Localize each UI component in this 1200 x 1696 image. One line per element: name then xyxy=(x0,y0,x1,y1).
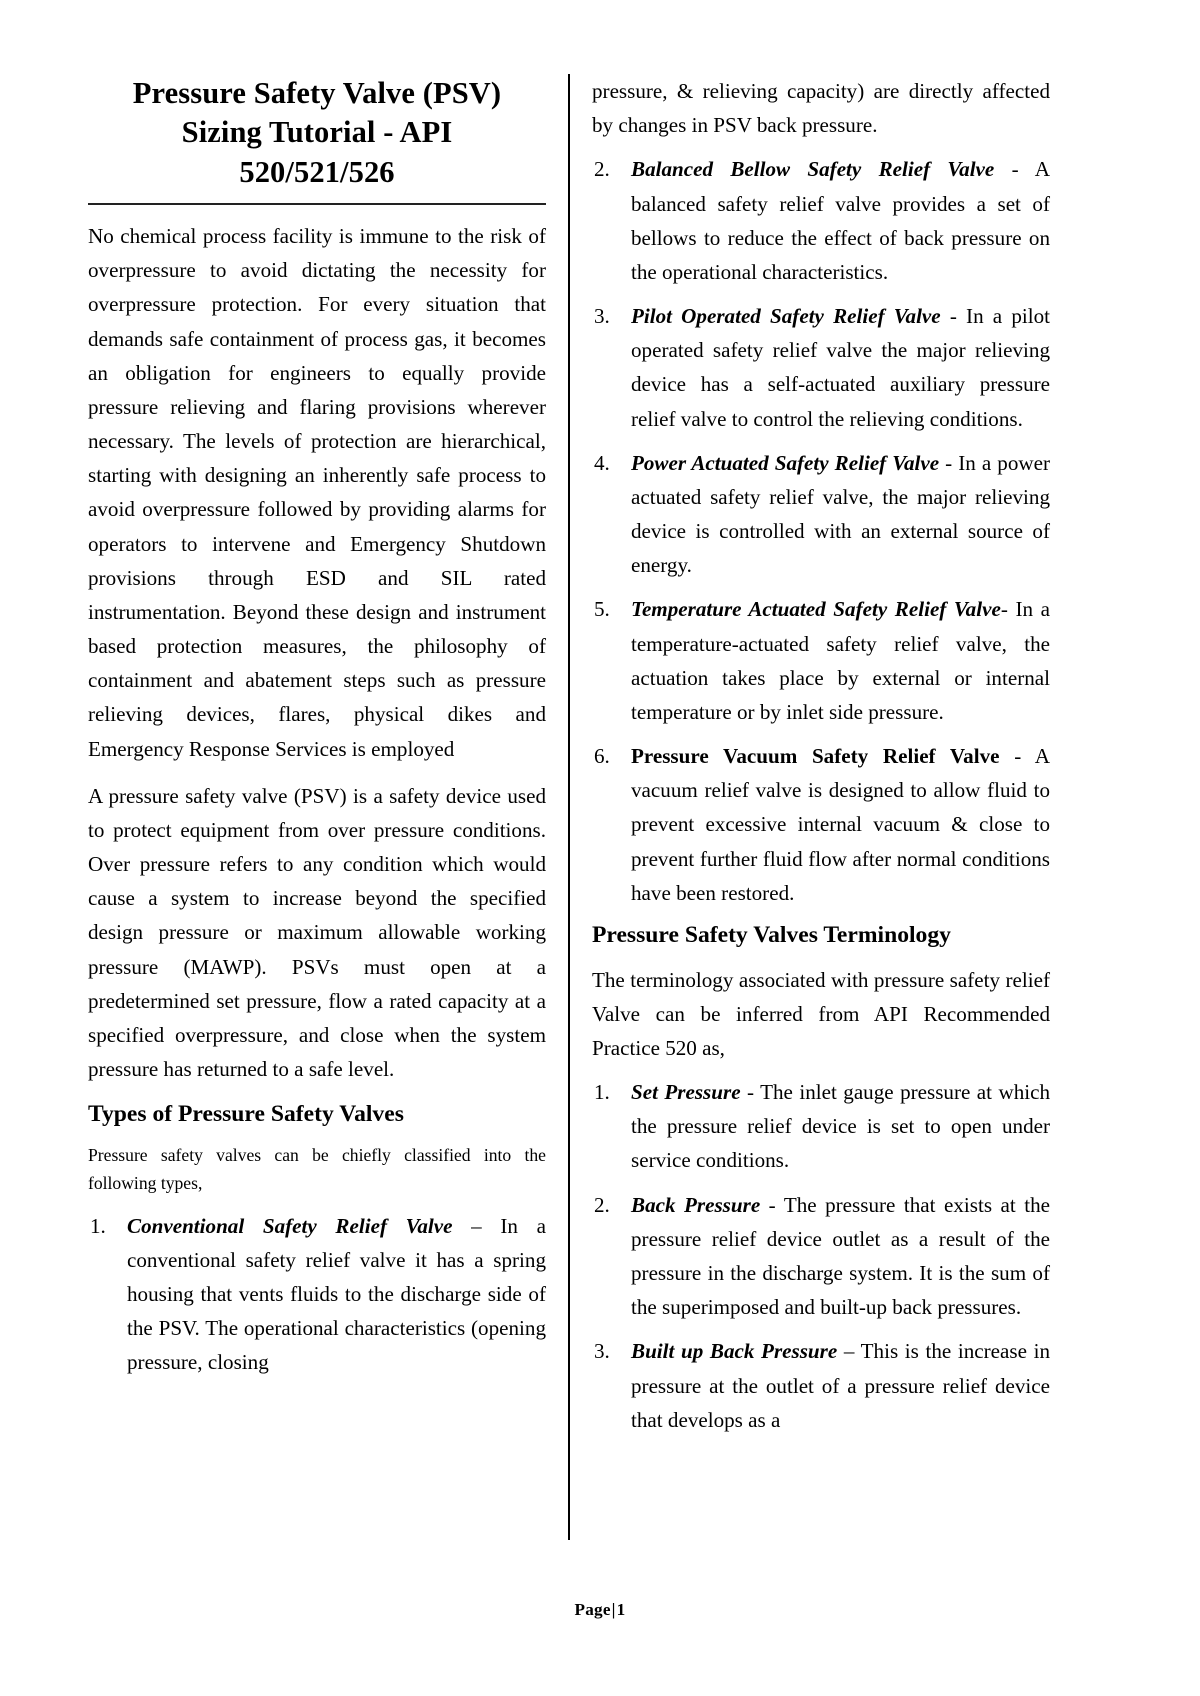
footer-label: Page xyxy=(574,1600,611,1619)
list-item-term: Balanced Bellow Safety Relief Valve xyxy=(631,157,995,182)
list-item-text: In a temperature-actuated safety relief valve, the actuation takes place by external or internal temperature or by inlet side pressure. xyxy=(631,597,1050,724)
types-list-left xyxy=(88,1209,546,1380)
list-item xyxy=(592,299,1050,436)
terminology-list xyxy=(592,1075,1050,1437)
list-item-text: In a conventional safety relief valve it has a spring housing that vents fluids to the discharge side of the PSV. The operational characteristics (opening pressure, closing xyxy=(127,1213,547,1375)
section-heading-types: Types of Pressure Safety Valves xyxy=(88,1101,404,1128)
footer-separator: | xyxy=(611,1600,616,1619)
list-item-text: A balanced safety relief valve provides a set of bellows to reduce the effect of back pressure on the operational characteristics. xyxy=(631,157,1050,284)
list-item-term: Back Pressure xyxy=(631,1192,761,1217)
column-divider-line xyxy=(568,74,570,1540)
list-item xyxy=(592,152,1050,289)
list-item-dash: - xyxy=(940,304,967,329)
list-item-dash: – xyxy=(452,1213,501,1238)
page-footer xyxy=(0,1600,1200,1620)
list-item-text: A vacuum relief valve is designed to allow fluid to prevent excessive internal vacuum & close to prevent further fluid flow after normal conditions have been restored. xyxy=(631,744,1050,905)
list-item-text: In a pilot operated safety relief valve the major relieving device has a self-actuated auxiliary pressure relief valve to control the relieving conditions. xyxy=(631,304,1050,431)
list-item xyxy=(592,446,1050,583)
terminology-intro-paragraph: The terminology associated with pressure safety relief Valve can be inferred from API Recommended Practice 520 as, xyxy=(592,967,1050,1060)
list-item-term: Temperature Actuated Safety Relief Valve xyxy=(631,597,1001,622)
list-item-dash: - xyxy=(939,450,959,475)
continuation-paragraph: pressure, & relieving capacity) are directly affected by changes in PSV back pressure. xyxy=(592,79,1050,138)
list-item xyxy=(88,1209,546,1380)
intro-paragraph-1: No chemical process facility is immune to the risk of overpressure to avoid dictating the necessity for overpressure protection. For every situation that demands safe containment of process gas, it becomes an obligation for engineers to equally provide pressure relieving and flaring provisions wherever necessary. The levels of protection are hierarchical, starting with designing an inherently safe process to avoid overpressure followed by providing alarms for operators to intervene and Emergency Shutdown provisions through ESD and SIL rated instrumentation. Beyond these design and instrument based protection measures, the philosophy of containment and abatement steps such as pressure relieving devices, flares, physical dikes and Emergency Response Services is employed xyxy=(88,224,546,761)
list-item-number: 1. xyxy=(594,1080,610,1105)
list-item-term: Power Actuated Safety Relief Valve xyxy=(631,450,940,475)
list-item-term: Pilot Operated Safety Relief Valve xyxy=(631,304,941,329)
list-item-number: 3. xyxy=(594,304,610,329)
intro-paragraph-2: A pressure safety valve (PSV) is a safety device used to protect equipment from over pressure conditions. Over pressure refers to any condition which would cause a system to increase beyond the specified design pressure or maximum allowable working pressure (MAWP). PSVs must open at a predetermined set pressure, flow a rated capacity at a specified overpressure, and close when the system pressure has returned to a safe level. xyxy=(88,783,546,1082)
list-item xyxy=(592,1188,1050,1325)
list-item xyxy=(592,1075,1050,1178)
title-line-3: 520/521/526 xyxy=(239,154,395,189)
list-item-text: The inlet gauge pressure at which the pressure relief device is set to open under service conditions. xyxy=(631,1080,1051,1173)
list-item-number: 4. xyxy=(594,450,610,475)
list-item-text: The pressure that exists at the pressure relief device outlet as a result of the pressure in the discharge system. It is the sum of the superimposed and built-up back pressures. xyxy=(631,1192,1050,1320)
list-item-number: 6. xyxy=(594,744,610,769)
two-column-body xyxy=(88,74,1050,1544)
list-item-text: In a power actuated safety relief valve, the major relieving device is controlled with an external source of energy. xyxy=(631,450,1050,578)
list-item xyxy=(592,592,1050,729)
column-gap xyxy=(546,74,592,1544)
list-item-term: Pressure Vacuum Safety Relief Valve xyxy=(631,744,1000,769)
title-line-1: Pressure Safety Valve (PSV) xyxy=(132,76,502,110)
list-item-text: This is the increase in pressure at the outlet of a pressure relief device that develops as a xyxy=(631,1339,1051,1432)
list-item xyxy=(592,739,1050,910)
types-intro-text: Pressure safety valves can be chiefly classified into the following types, xyxy=(88,1145,546,1193)
list-item-dash: - xyxy=(760,1192,784,1217)
footer-page-number: 1 xyxy=(616,1600,626,1619)
list-item-dash: - xyxy=(1000,597,1016,622)
title-line-2: Sizing Tutorial - API xyxy=(181,115,453,150)
section-heading-terminology: Pressure Safety Valves Terminology xyxy=(592,921,951,948)
list-item-number: 3. xyxy=(594,1339,610,1364)
list-item-number: 2. xyxy=(594,157,610,182)
title-divider-rule xyxy=(88,203,546,205)
left-column xyxy=(88,74,546,1379)
types-list-right xyxy=(592,152,1050,910)
list-item-dash: - xyxy=(994,157,1035,182)
list-item-dash: – xyxy=(837,1339,861,1364)
right-column xyxy=(592,74,1050,1437)
list-item-term: Set Pressure xyxy=(631,1080,741,1105)
list-item-number: 2. xyxy=(594,1192,610,1217)
page-title xyxy=(88,74,546,192)
list-item xyxy=(592,1334,1050,1437)
list-item-term: Built up Back Pressure xyxy=(631,1339,838,1364)
list-item-number: 5. xyxy=(594,597,610,622)
list-item-number: 1. xyxy=(90,1213,106,1238)
list-item-dash: - xyxy=(740,1080,761,1105)
list-item-term: Conventional Safety Relief Valve xyxy=(127,1213,453,1238)
list-item-dash: - xyxy=(999,744,1035,769)
